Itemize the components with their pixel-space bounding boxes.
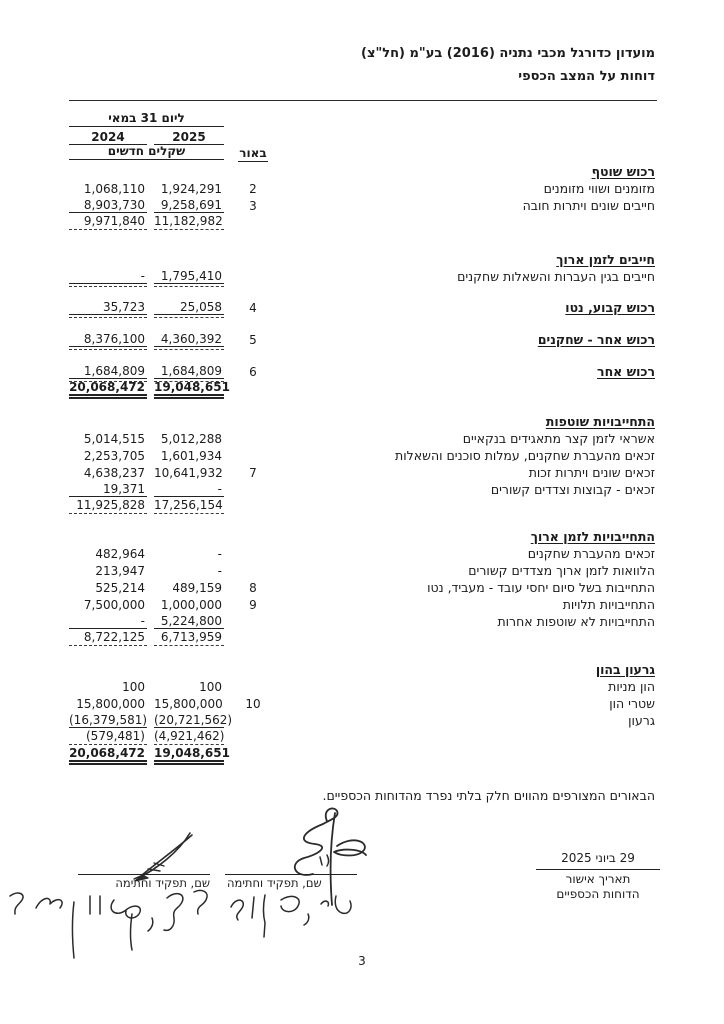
table-row-other-noncurrent — [69, 612, 655, 629]
balance-sheet-table — [69, 106, 655, 762]
year-2024-header: 2024 — [69, 130, 147, 145]
cell-2025: (4,921,462) — [154, 729, 225, 743]
table-row-bank-credit — [69, 429, 655, 446]
section-header-longterm-liabilities: התחייבויות לזמן ארוך — [530, 529, 655, 544]
cell-label: גרעון — [628, 713, 655, 728]
company-name: מועדון כדורגל מכבי נתניה (2016) בע"מ (חל"צ) — [361, 46, 655, 61]
cell-label: אשראי לזמן קצר מתאגידים בנקאיים — [462, 431, 655, 446]
cell-2024: 8,376,100 — [69, 332, 147, 347]
section-header-row — [69, 162, 655, 179]
cell-label: זכאים - קבוצות וצדדים קשורים — [490, 482, 655, 497]
table-row-transfer-payables — [69, 446, 655, 463]
cell-2024: 19,371 — [69, 482, 147, 497]
cell-2025: 15,800,000 — [154, 697, 223, 711]
table-row-lt-transfers — [69, 544, 655, 561]
cell-note: 3 — [249, 199, 257, 213]
column-header-row-date — [69, 106, 655, 127]
table-row-cash — [69, 179, 655, 196]
cell-note: 5 — [249, 333, 257, 347]
cell-2024: 4,638,237 — [83, 466, 145, 480]
report-title: דוחות על המצב הכספי — [518, 69, 655, 84]
note-column-header: באור — [239, 146, 267, 160]
cell-2024: (16,379,581) — [69, 713, 148, 727]
cell-2024: 8,903,730 — [69, 198, 147, 213]
total-row-current-assets — [69, 213, 655, 230]
cell-note: 7 — [249, 466, 257, 480]
section-header-current-assets: רכוש שוטף — [591, 164, 655, 179]
cell-2025: 5,224,800 — [154, 614, 224, 629]
cell-2024: - — [69, 269, 147, 284]
cell-2024: 100 — [122, 680, 145, 694]
approval-date: 29 ביוני 2025 — [536, 851, 660, 870]
cell-2025: 10,641,932 — [154, 466, 223, 480]
cell-note: 10 — [245, 697, 261, 711]
section-header-row — [69, 527, 655, 544]
cell-2025: 17,256,154 — [154, 498, 223, 512]
cell-2024: 9,971,840 — [69, 214, 147, 230]
cell-2025: 25,058 — [154, 300, 224, 315]
cell-label: חייבים בגין העברות והשאלות שחקנים — [457, 269, 655, 284]
cell-2025: 1,601,934 — [160, 449, 222, 463]
cell-2024: 5,014,515 — [83, 432, 145, 446]
cell-2025: - — [154, 482, 224, 497]
table-row-deficit — [69, 711, 655, 728]
approval-block — [536, 851, 660, 902]
cell-2025: 4,360,392 — [154, 332, 224, 347]
section-header-row — [69, 660, 655, 677]
cell-2024: 213,947 — [95, 564, 145, 578]
column-header-row-years — [69, 127, 655, 145]
table-row-other-assets-players — [69, 330, 655, 347]
cell-note: 9 — [249, 598, 257, 612]
table-row-other-assets — [69, 362, 655, 379]
cell-label: זכאים מהעברת שחקנים — [527, 546, 655, 561]
total-row-current-liabilities — [69, 497, 655, 514]
section-header-row — [69, 412, 655, 429]
date-column-header: ליום 31 במאי — [69, 111, 224, 127]
cell-2025: 9,258,691 — [154, 198, 224, 213]
cell-2024: 20,068,472 — [69, 380, 145, 394]
signature-block-left — [78, 805, 210, 965]
cell-2024: 35,723 — [69, 300, 147, 315]
section-header-longterm-receivables: חייבים לזמן ארוך — [556, 252, 655, 267]
table-row-contingent — [69, 595, 655, 612]
cell-2024: 20,068,472 — [69, 746, 145, 760]
cell-label: מזומנים ושווי מזומנים — [543, 181, 655, 196]
signature-block-middle — [225, 805, 357, 965]
cell-2025: 1,795,410 — [154, 269, 224, 284]
approval-caption-line1: תאריך אישור — [565, 872, 631, 886]
grand-total-assets-row — [69, 379, 655, 396]
section-header-fixed-assets: רכוש קבוע, נטו — [565, 300, 655, 315]
cell-2025: 19,048,651 — [154, 380, 230, 394]
table-row-related-loans — [69, 561, 655, 578]
section-header-other-assets: רכוש אחר — [597, 364, 655, 379]
signature-line — [225, 874, 357, 875]
table-row-severance — [69, 578, 655, 595]
cell-2025: 1,924,291 — [160, 182, 222, 196]
cell-2024: 15,800,000 — [76, 697, 145, 711]
cell-2025: 489,159 — [172, 581, 222, 595]
handwritten-name-icon — [223, 887, 365, 943]
cell-label: הון מניות — [608, 679, 655, 694]
cell-label: הלוואות לזמן ארוך מצדדים קשורים — [468, 563, 655, 578]
cell-2024: - — [69, 614, 147, 629]
cell-label: התחייבויות תלויות — [562, 597, 655, 612]
cell-2024: 7,500,000 — [83, 598, 145, 612]
footer-note: הבאורים המצורפים מהווים חלק בלתי נפרד מהדוחות הכספיים. — [322, 788, 655, 803]
table-row-related-payables — [69, 480, 655, 497]
table-row-fixed-assets — [69, 298, 655, 315]
cell-label: זכאים מהעברת שחקנים, עמלות סוכנים והשאלות — [395, 448, 655, 463]
cell-label: שטרי הון — [609, 696, 655, 711]
cell-2025: (20,721,562) — [154, 713, 233, 727]
cell-label: התחייבות בשל סיום יחסי עובד - מעביד, נטו — [427, 580, 655, 595]
grand-total-liabilities-row — [69, 745, 655, 762]
cell-2025: 100 — [199, 680, 222, 694]
table-row-sundry-payables — [69, 463, 655, 480]
cell-note: 2 — [249, 182, 257, 196]
cell-2024: 525,214 — [95, 581, 145, 595]
signature-label: שם, תפקיד וחתימה — [227, 876, 322, 890]
year-2025-header: 2025 — [154, 130, 224, 145]
cell-2024: 1,068,110 — [83, 182, 145, 196]
document-header — [361, 46, 655, 84]
cell-label: חייבים שונים ויתרות חובה — [522, 198, 655, 213]
cell-label: זכאים שונים ויתרות זכות — [528, 465, 655, 480]
cell-2024: 11,925,828 — [69, 498, 147, 514]
cell-2024: 1,684,809 — [69, 364, 147, 379]
cell-2025: 5,012,288 — [160, 432, 222, 446]
cell-2024: 2,253,705 — [83, 449, 145, 463]
cell-2025: 1,000,000 — [160, 598, 222, 612]
cell-2025: - — [217, 564, 222, 578]
subtotal-row-capital-deficit — [69, 728, 655, 745]
cell-2024: 482,964 — [95, 547, 145, 561]
total-row-longterm-liabilities — [69, 629, 655, 646]
table-row-receivables — [69, 196, 655, 213]
table-row-share-capital — [69, 677, 655, 694]
page-number: 3 — [358, 954, 366, 968]
cell-note: 4 — [249, 301, 257, 315]
section-header-row — [69, 250, 655, 267]
cell-2024: 8,722,125 — [69, 630, 147, 646]
section-header-capital-deficit: גרעון בהון — [595, 662, 655, 677]
cell-2025: 6,713,959 — [154, 630, 224, 646]
cell-2025: 19,048,651 — [154, 746, 230, 760]
signature-line — [78, 874, 210, 875]
cell-2025: 11,182,982 — [154, 214, 223, 228]
section-header-current-liabilities: התחייבויות שוטפות — [545, 414, 655, 429]
cell-note: 8 — [249, 581, 257, 595]
section-header-other-assets-players: רכוש אחר - שחקנים — [537, 332, 655, 347]
column-header-row-currency — [69, 145, 655, 160]
cell-label: התחייבויות לא שוטפות אחרות — [497, 614, 655, 629]
header-rule — [69, 100, 657, 101]
cell-2025: - — [217, 547, 222, 561]
table-row-player-receivables — [69, 267, 655, 284]
cell-note: 6 — [249, 365, 257, 379]
currency-header: שקלים חדשים — [69, 144, 224, 160]
approval-caption-line2: הדוחות הכספיים — [556, 887, 640, 901]
cell-2024: (579,481) — [69, 729, 147, 745]
table-row-capital-notes — [69, 694, 655, 711]
cell-2025: 1,684,809 — [154, 364, 224, 379]
signature-label: שם, תפקיד וחתימה — [115, 876, 210, 890]
